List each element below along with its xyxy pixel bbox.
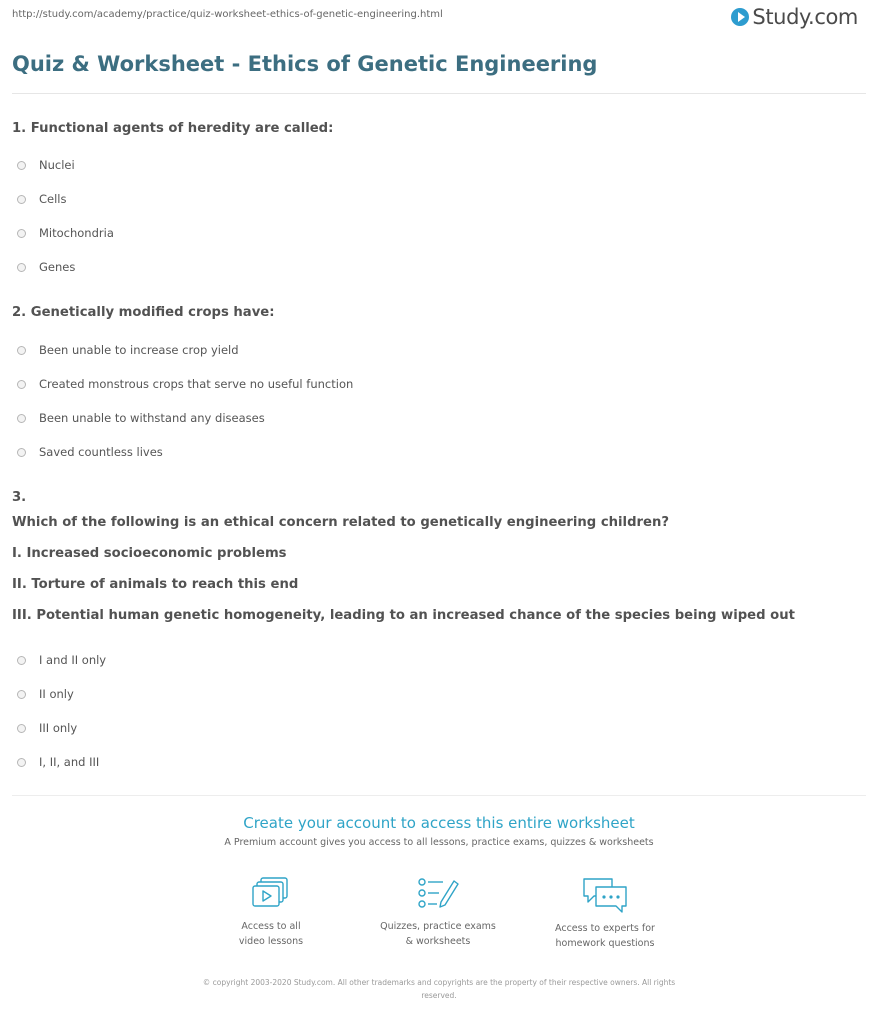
- feature-line-2: homework questions: [555, 938, 655, 949]
- radio-button[interactable]: [17, 448, 26, 457]
- feature-quizzes: [358, 876, 518, 949]
- option-label: Been unable to withstand any diseases: [39, 411, 265, 425]
- page-title: Quiz & Worksheet - Ethics of Genetic Engineering: [12, 52, 598, 76]
- radio-button[interactable]: [17, 724, 26, 733]
- radio-button[interactable]: [17, 195, 26, 204]
- radio-button[interactable]: [17, 380, 26, 389]
- cta-title-link[interactable]: Create your account to access this entire worksheet: [243, 814, 635, 832]
- feature-line-1: Quizzes, practice exams: [380, 921, 496, 932]
- radio-button[interactable]: [17, 346, 26, 355]
- radio-button[interactable]: [17, 758, 26, 767]
- answer-option[interactable]: [12, 677, 866, 711]
- quiz-checklist-icon: [417, 876, 459, 912]
- section-divider: [12, 795, 866, 796]
- option-label: Mitochondria: [39, 226, 114, 240]
- answer-option[interactable]: [12, 250, 866, 284]
- option-label: III only: [39, 721, 78, 735]
- question-number: 3.: [12, 490, 27, 505]
- title-divider: [12, 93, 866, 94]
- option-label: Cells: [39, 192, 67, 206]
- question-2: [12, 302, 866, 469]
- answer-option[interactable]: [12, 367, 866, 401]
- option-label: Been unable to increase crop yield: [39, 343, 239, 357]
- radio-button[interactable]: [17, 161, 26, 170]
- option-label: I, II, and III: [39, 755, 100, 769]
- statement-3: III. Potential human genetic homogeneity, leading to an increased chance of the species being wiped out: [12, 608, 795, 623]
- option-label: Genes: [39, 260, 76, 274]
- footer-line-1: © copyright 2003-2020 Study.com. All other trademarks and copyrights are the property of their respective owners. All rights: [202, 978, 676, 987]
- answer-option[interactable]: [12, 745, 866, 779]
- play-logo-icon: [731, 8, 749, 26]
- chat-bubbles-icon: [582, 876, 628, 914]
- radio-button[interactable]: [17, 414, 26, 423]
- answer-option[interactable]: [12, 148, 866, 182]
- option-list: [12, 333, 866, 469]
- option-label: Created monstrous crops that serve no useful function: [39, 377, 354, 391]
- copyright-footer: [150, 976, 728, 1002]
- cta-subtitle: A Premium account gives you access to all lessons, practice exams, quizzes & worksheets: [224, 837, 654, 848]
- answer-option[interactable]: [12, 643, 866, 677]
- study-logo[interactable]: [731, 5, 858, 29]
- radio-button[interactable]: [17, 656, 26, 665]
- option-label: I and II only: [39, 653, 107, 667]
- statement-1: I. Increased socioeconomic problems: [12, 546, 287, 561]
- question-text: 1. Functional agents of heredity are called:: [12, 121, 334, 136]
- option-list: [12, 643, 866, 779]
- footer-line-2: reserved.: [421, 991, 457, 1000]
- answer-option[interactable]: [12, 401, 866, 435]
- logo-text: Study.com: [752, 5, 858, 29]
- feature-label: [191, 919, 351, 949]
- option-label: Nuclei: [39, 158, 75, 172]
- question-1: [12, 118, 866, 284]
- answer-option[interactable]: [12, 333, 866, 367]
- video-lessons-icon: [251, 876, 291, 912]
- feature-label: [358, 919, 518, 949]
- feature-video-lessons: [191, 876, 351, 949]
- question-3: [12, 489, 866, 779]
- radio-button[interactable]: [17, 263, 26, 272]
- radio-button[interactable]: [17, 229, 26, 238]
- page-url: http://study.com/academy/practice/quiz-worksheet-ethics-of-genetic-engineering.html: [12, 9, 443, 20]
- option-list: [12, 148, 866, 284]
- answer-option[interactable]: [12, 216, 866, 250]
- question-text: 2. Genetically modified crops have:: [12, 305, 275, 320]
- answer-option[interactable]: [12, 711, 866, 745]
- statement-2: II. Torture of animals to reach this end: [12, 577, 299, 592]
- feature-line-2: & worksheets: [405, 936, 471, 947]
- option-label: Saved countless lives: [39, 445, 163, 459]
- feature-line-1: Access to experts for: [555, 923, 655, 934]
- question-text: Which of the following is an ethical concern related to genetically engineering children?: [12, 515, 669, 530]
- feature-label: [525, 921, 685, 951]
- feature-line-2: video lessons: [238, 936, 304, 947]
- answer-option[interactable]: [12, 182, 866, 216]
- feature-experts: [525, 876, 685, 951]
- feature-line-1: Access to all: [241, 921, 301, 932]
- answer-option[interactable]: [12, 435, 866, 469]
- option-label: II only: [39, 687, 74, 701]
- radio-button[interactable]: [17, 690, 26, 699]
